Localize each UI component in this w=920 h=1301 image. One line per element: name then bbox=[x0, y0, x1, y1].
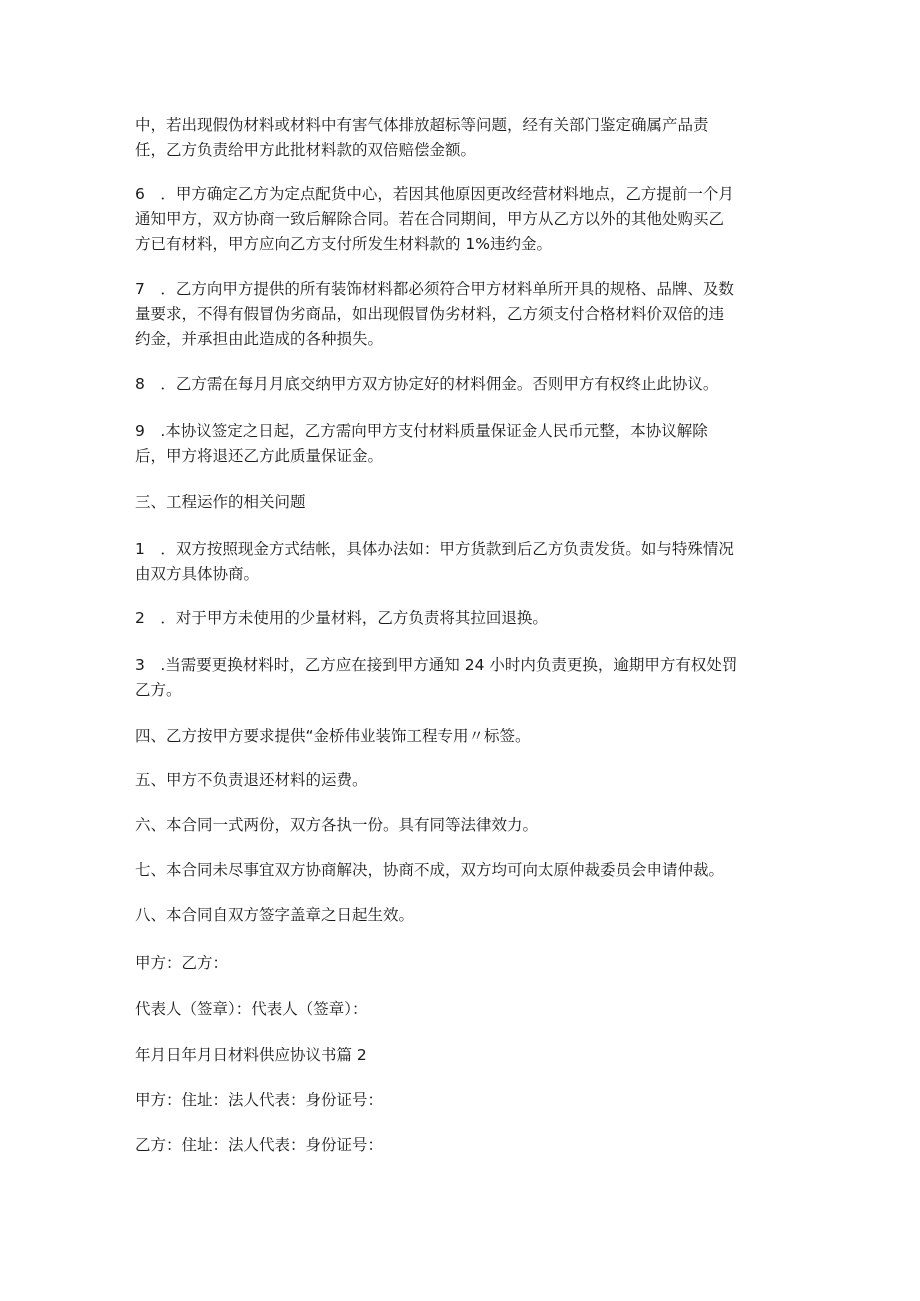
clause-9 bbox=[135, 419, 790, 469]
party-b-info bbox=[135, 1133, 790, 1158]
text-line: 1 ．双方按照现金方式结帐，具体办法如：甲方货款到后乙方负责发货。如与特殊情况 bbox=[135, 540, 734, 558]
text-line: 7 ．乙方向甲方提供的所有装饰材料都必须符合甲方材料单所开具的规格、品牌、及数 bbox=[135, 280, 734, 298]
text-line: 后，甲方将退还乙方此质量保证金。 bbox=[135, 447, 384, 465]
clause-3-2 bbox=[135, 606, 790, 631]
contract-paragraph bbox=[135, 113, 790, 163]
text-line: 甲方：乙方： bbox=[135, 954, 229, 972]
text-line: 甲方：住址：法人代表：身份证号： bbox=[135, 1091, 384, 1109]
section-8 bbox=[135, 903, 790, 928]
text-line: 六、本合同一式两份，双方各执一份。具有同等法律效力。 bbox=[135, 816, 539, 834]
clause-3-1 bbox=[135, 537, 790, 587]
text-line: 6 ．甲方确定乙方为定点配货中心，若因其他原因更改经营材料地点，乙方提前一个月 bbox=[135, 185, 734, 203]
text-line: 通知甲方，双方协商一致后解除合同。若在合同期间，甲方从乙方以外的其他处购买乙 bbox=[135, 210, 725, 228]
text-line: 由双方具体协商。 bbox=[135, 565, 260, 583]
clause-7 bbox=[135, 277, 790, 352]
text-line: 三、工程运作的相关问题 bbox=[135, 493, 306, 511]
text-line: 3 .当需要更换材料时，乙方应在接到甲方通知 24 小时内负责更换，逾期甲方有权处罚 bbox=[135, 656, 738, 674]
text-line: 中，若出现假伪材料或材料中有害气体排放超标等问题，经有关部门鉴定确属产品责 bbox=[135, 116, 709, 134]
section-5 bbox=[135, 768, 790, 793]
clause-6 bbox=[135, 182, 790, 257]
signature-parties bbox=[135, 951, 790, 976]
text-line: 约金，并承担由此造成的各种损失。 bbox=[135, 330, 384, 348]
text-line: 9 .本协议签定之日起，乙方需向甲方支付材料质量保证金人民币元整，本协议解除 bbox=[135, 422, 708, 440]
text-line: 任，乙方负责给甲方此批材料款的双倍赔偿金额。 bbox=[135, 141, 477, 159]
text-line: 2 ．对于甲方未使用的少量材料，乙方负责将其拉回退换。 bbox=[135, 609, 548, 627]
text-line: 四、乙方按甲方要求提供“金桥伟业装饰工程专用〃标签。 bbox=[135, 727, 531, 745]
text-line: 年月日年月日材料供应协议书篇 2 bbox=[135, 1046, 367, 1064]
clause-3-3 bbox=[135, 653, 790, 703]
section-4 bbox=[135, 724, 790, 749]
text-line: 七、本合同未尽事宜双方协商解决，协商不成，双方均可向太原仲裁委员会申请仲裁。 bbox=[135, 861, 725, 879]
section-7 bbox=[135, 858, 790, 883]
section-6 bbox=[135, 813, 790, 838]
section-heading-3 bbox=[135, 490, 790, 515]
text-line: 8 ．乙方需在每月月底交纳甲方双方协定好的材料佣金。否则甲方有权终止此协议。 bbox=[135, 375, 719, 393]
text-line: 代表人（签章）：代表人（签章）： bbox=[135, 1000, 368, 1018]
text-line: 乙方：住址：法人代表：身份证号： bbox=[135, 1136, 384, 1154]
signature-representatives bbox=[135, 997, 790, 1022]
text-line: 八、本合同自双方签字盖章之日起生效。 bbox=[135, 906, 415, 924]
text-line: 量要求，不得有假冒伪劣商品，如出现假冒伪劣材料，乙方须支付合格材料价双倍的违 bbox=[135, 305, 725, 323]
date-and-next-title bbox=[135, 1043, 790, 1068]
text-line: 乙方。 bbox=[135, 681, 182, 699]
clause-8 bbox=[135, 372, 790, 397]
party-a-info bbox=[135, 1088, 790, 1113]
text-line: 五、甲方不负责退还材料的运费。 bbox=[135, 771, 368, 789]
text-line: 方已有材料，甲方应向乙方支付所发生材料款的 1%违约金。 bbox=[135, 235, 553, 253]
